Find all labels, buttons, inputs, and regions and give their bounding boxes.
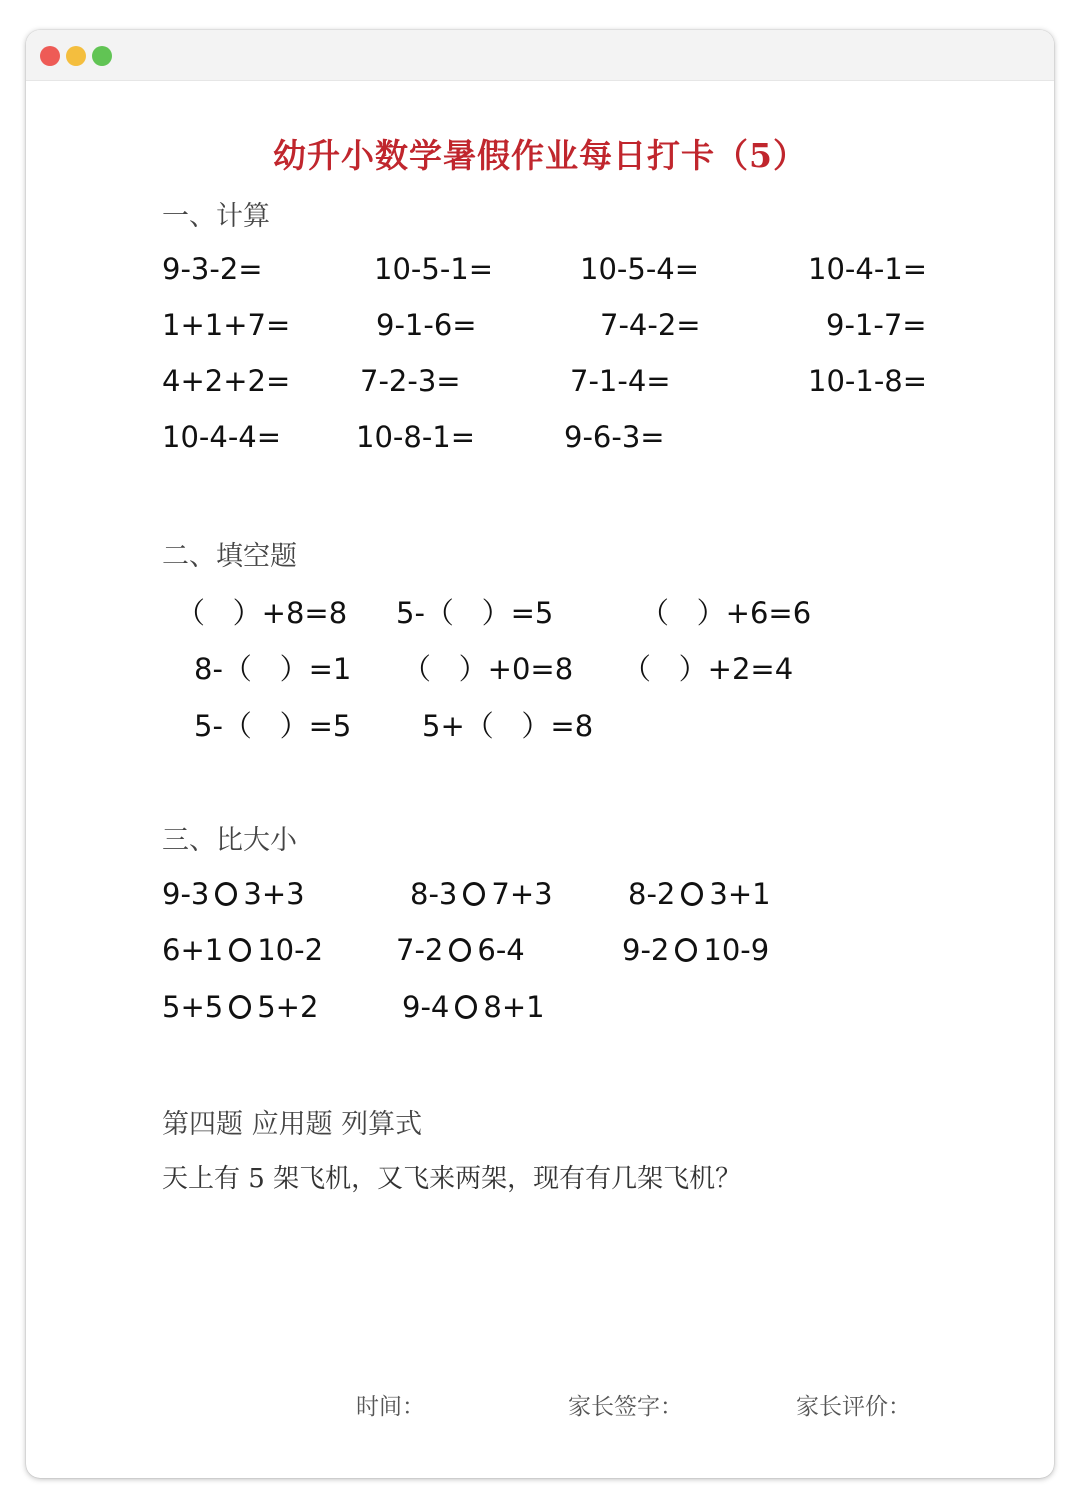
parent-comment-label: 家长评价： [796, 1394, 911, 1420]
calc-item: 10-5-1= [374, 252, 494, 286]
calc-item: 9-3-2= [162, 252, 263, 286]
calc-item: 1+1+7= [162, 308, 291, 342]
fill-blank-item: （ ）+6=6 [640, 596, 812, 630]
compare-item: 6+1 10-2 [162, 933, 324, 967]
calc-item: 10-4-4= [162, 420, 282, 454]
close-window-button[interactable] [40, 46, 60, 66]
compare-circle-icon [675, 938, 697, 962]
minimize-window-button[interactable] [66, 46, 86, 66]
compare-item: 9-3 3+3 [162, 877, 305, 911]
calc-item: 10-4-1= [808, 252, 928, 286]
compare-item: 5+5 5+2 [162, 990, 319, 1024]
calc-item: 9-1-6= [376, 308, 477, 342]
window-titlebar [26, 30, 1054, 81]
calc-item: 9-1-7= [826, 308, 927, 342]
compare-circle-icon [229, 995, 251, 1019]
fill-blank-item: 5+（ ）=8 [422, 709, 594, 743]
fill-blank-item: （ ）+2=4 [622, 652, 794, 686]
section-heading-fill-blank: 二、填空题 [162, 541, 297, 572]
calc-item: 7-4-2= [600, 308, 701, 342]
fill-blank-item: （ ）+8=8 [176, 596, 348, 630]
fill-blank-item: 5-（ ）=5 [194, 709, 352, 743]
fill-blank-item: 5-（ ）=5 [396, 596, 554, 630]
worksheet-title: 幼升小数学暑假作业每日打卡（5） [273, 136, 807, 175]
word-problem-question: 天上有 5 架飞机，又飞来两架，现有有几架飞机？ [162, 1164, 742, 1194]
compare-item: 7-2 6-4 [396, 933, 525, 967]
time-label: 时间： [356, 1394, 425, 1420]
calc-item: 10-8-1= [356, 420, 476, 454]
calc-item: 7-1-4= [570, 364, 671, 398]
section-heading-word-problem: 第四题 应用题 列算式 [162, 1109, 423, 1140]
compare-circle-icon [215, 882, 237, 906]
calc-item: 10-1-8= [808, 364, 928, 398]
document-window [26, 30, 1054, 1478]
calc-item: 7-2-3= [360, 364, 461, 398]
section-heading-calculation: 一、计算 [162, 201, 270, 232]
compare-circle-icon [681, 882, 703, 906]
fill-blank-item: （ ）+0=8 [402, 652, 574, 686]
compare-circle-icon [463, 882, 485, 906]
fill-blank-item: 8-（ ）=1 [194, 652, 352, 686]
compare-circle-icon [449, 938, 471, 962]
compare-circle-icon [455, 995, 477, 1019]
compare-circle-icon [229, 938, 251, 962]
compare-item: 9-4 8+1 [402, 990, 545, 1024]
compare-item: 8-2 3+1 [628, 877, 771, 911]
calc-item: 4+2+2= [162, 364, 291, 398]
calc-item: 9-6-3= [564, 420, 665, 454]
section-heading-compare: 三、比大小 [162, 825, 297, 856]
parent-signature-label: 家长签字： [568, 1394, 683, 1420]
compare-item: 9-2 10-9 [622, 933, 770, 967]
compare-item: 8-3 7+3 [410, 877, 553, 911]
maximize-window-button[interactable] [92, 46, 112, 66]
calc-item: 10-5-4= [580, 252, 700, 286]
